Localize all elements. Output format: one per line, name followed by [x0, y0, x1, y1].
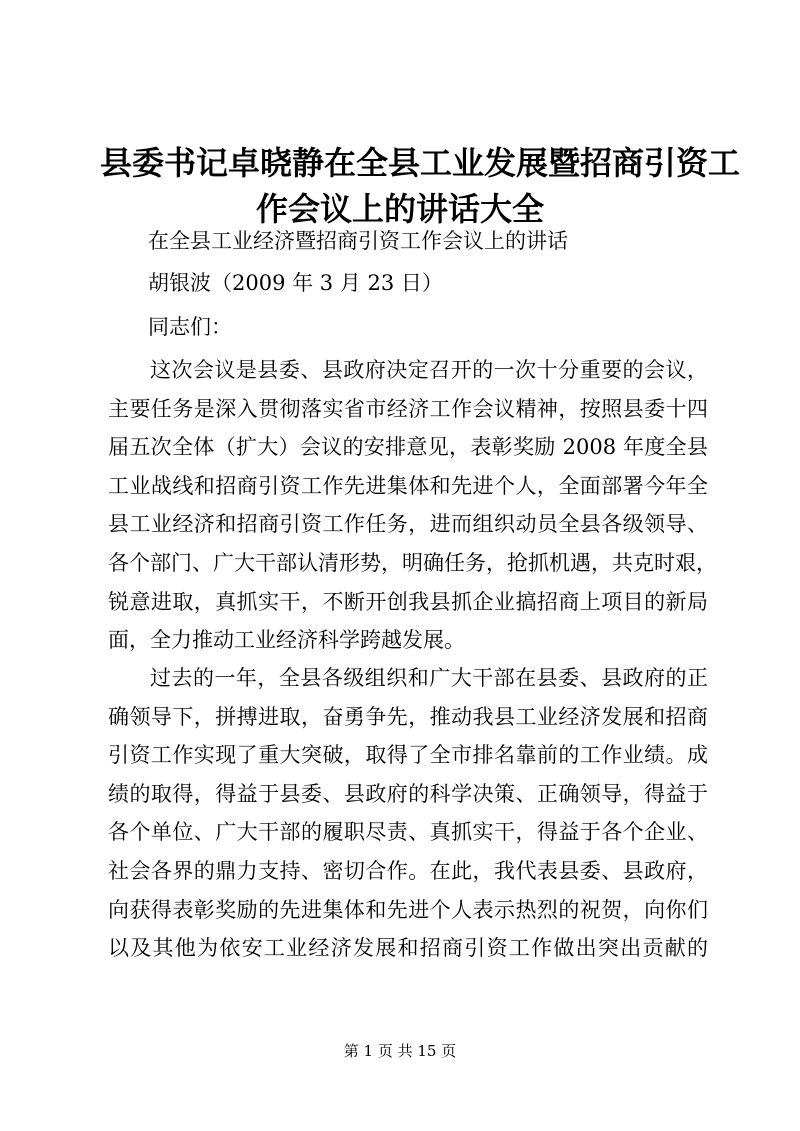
- paragraph-line: 确领导下，拼搏进取，奋勇争先，推动我县工业经济发展和招商: [108, 704, 708, 729]
- paragraph-line: 届五次全体（扩大）会议的安排意见，表彰奖励 2008 年度全县: [108, 435, 708, 460]
- paragraph-line: 过去的一年，全县各级组织和广大干部在县委、县政府的正: [150, 666, 708, 690]
- paragraph-line: 这次会议是县委、县政府决定召开的一次十分重要的会议，: [150, 358, 708, 382]
- paragraph-line: 绩的取得，得益于县委、县政府的科学决策、正确领导，得益于: [108, 781, 708, 806]
- document-subtitle: 在全县工业经济暨招商引资工作会议上的讲话: [148, 229, 568, 253]
- document-byline: 胡银波（2009 年 3 月 23 日）: [148, 271, 443, 295]
- paragraph-line: 各个单位、广大干部的履职尽责、真抓实干，得益于各个企业、: [108, 820, 708, 845]
- paragraph-line: 以及其他为依安工业经济发展和招商引资工作做出突出贡献的: [108, 936, 708, 961]
- title-line-1: 县委书记卓晓静在全县工业发展暨招商引资工: [100, 144, 741, 182]
- paragraph-line: 锐意进取，真抓实干，不断开创我县抓企业搞招商上项目的新局: [108, 589, 708, 614]
- paragraph-line: 引资工作实现了重大突破，取得了全市排名靠前的工作业绩。成: [108, 743, 708, 768]
- page-footer: 第 1 页 共 15 页: [343, 1042, 457, 1060]
- paragraph-1: [108, 351, 717, 660]
- salutation: 同志们：: [148, 315, 232, 339]
- paragraph-2: [108, 659, 708, 968]
- paragraph-line: 各个部门、广大干部认清形势，明确任务，抢抓机遇，共克时艰，: [108, 550, 717, 575]
- paragraph-line: 面，全力推动工业经济科学跨越发展。: [108, 628, 465, 653]
- paragraph-line: 社会各界的鼎力支持、密切合作。在此，我代表县委、县政府，: [108, 858, 708, 883]
- paragraph-line: 县工业经济和招商引资工作任务，进而组织动员全县各级领导、: [108, 512, 708, 537]
- paragraph-line: 主要任务是深入贯彻落实省市经济工作会议精神，按照县委十四: [108, 396, 708, 421]
- paragraph-line: 工业战线和招商引资工作先进集体和先进个人，全面部署今年全: [108, 473, 708, 498]
- document-title: [100, 140, 741, 232]
- paragraph-line: 向获得表彰奖励的先进集体和先进个人表示热烈的祝贺，向你们: [108, 897, 708, 922]
- title-line-2: 作会议上的讲话大全: [255, 190, 544, 228]
